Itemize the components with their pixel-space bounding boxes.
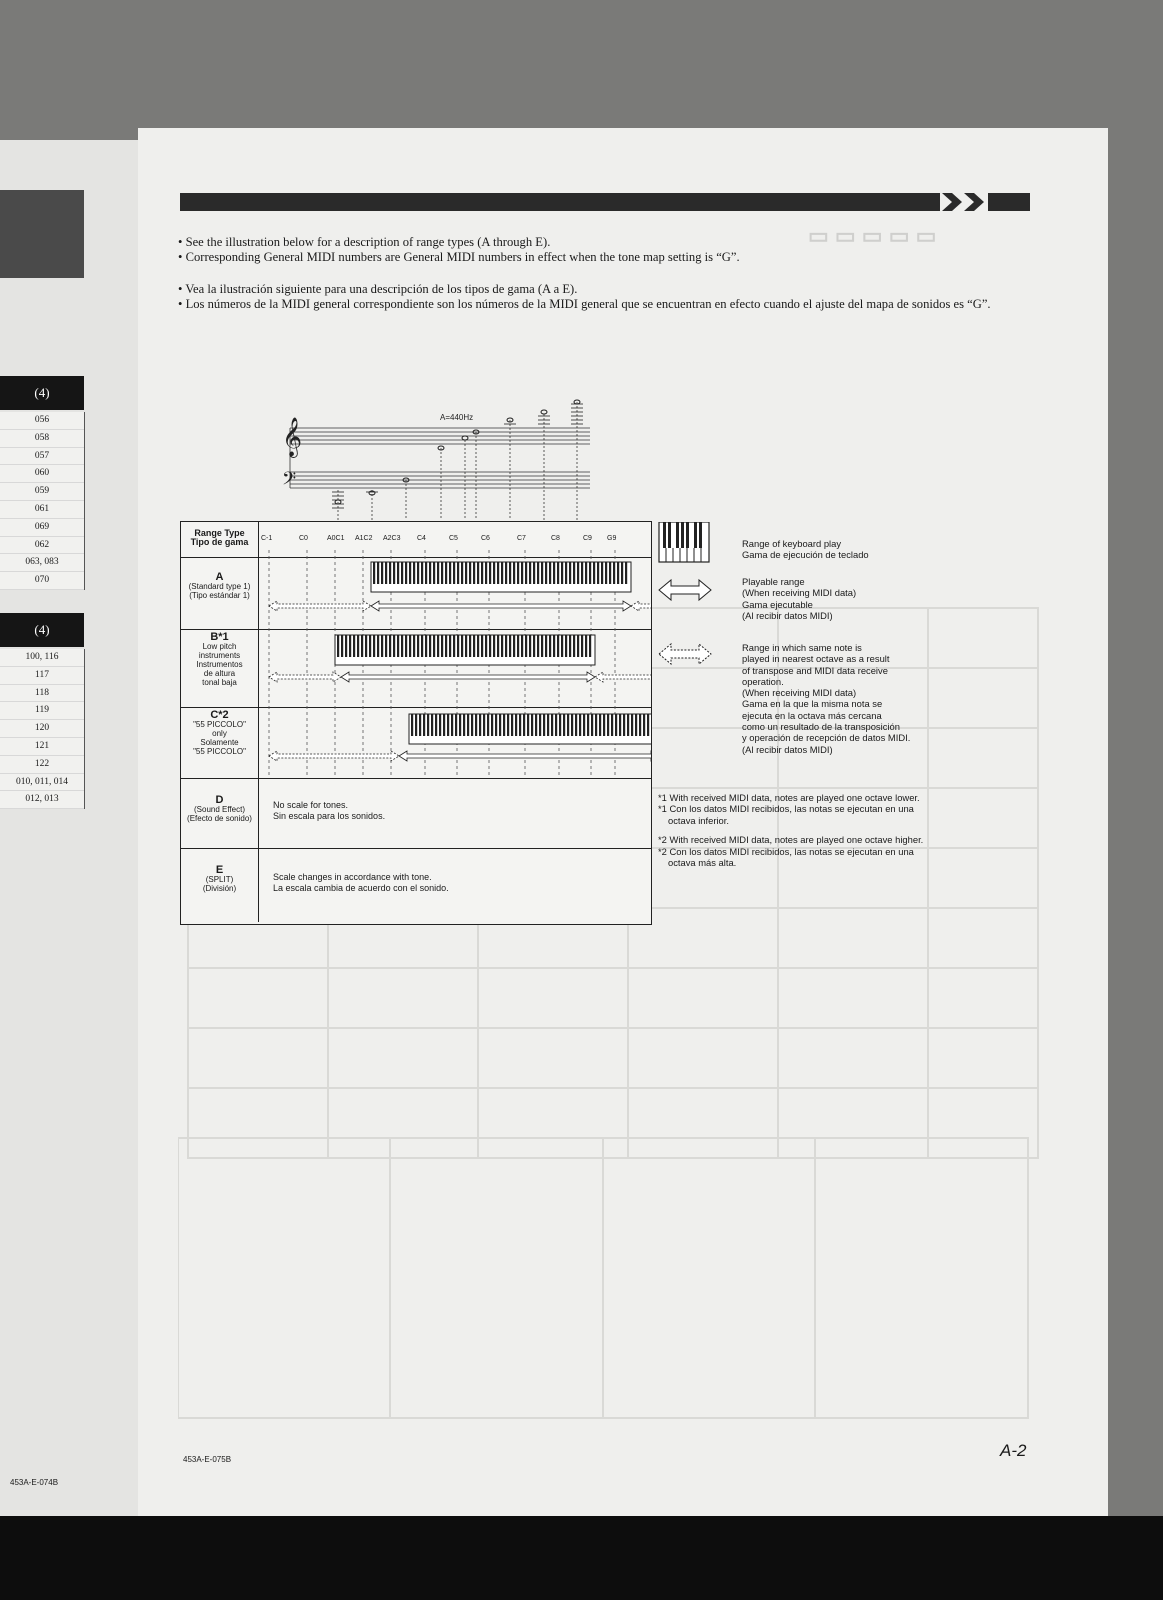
left-number-cell: 012, 013	[0, 791, 84, 809]
left-number-cell: 061	[0, 501, 84, 519]
range-e-note-es: La escala cambia de acuerdo con el sonido.	[273, 883, 449, 893]
range-type-header-es: Tipo de gama	[190, 537, 249, 547]
footnote-3	[658, 834, 928, 845]
music-staff-illustration	[280, 398, 600, 520]
legend-same-note-6: Gama en la que la misma nota se	[742, 698, 883, 710]
legend-same-note-2: played in nearest octave as a result	[742, 653, 890, 665]
left-number-cell: 010, 011, 014	[0, 774, 84, 792]
range-letter-a: A	[215, 571, 224, 583]
left-number-cell: 059	[0, 483, 84, 501]
left-number-column-2	[0, 649, 85, 809]
legend-keyboard-en: Range of keyboard play	[742, 538, 842, 549]
legend-same-note-1: Range in which same note is	[742, 642, 862, 653]
left-number-cell: 118	[0, 685, 84, 703]
left-number-column-1	[0, 412, 85, 590]
range-b-line-2: instruments	[198, 651, 241, 660]
range-row-d	[181, 778, 651, 849]
show-through-ghost: ▭ ▭ ▭ ▭ ▭	[808, 223, 937, 248]
footnote-3-text: With received MIDI data, notes are played one octave higher.	[669, 834, 924, 846]
legend-same-note-4: operation.	[742, 675, 784, 687]
octave-label: C4	[417, 535, 426, 542]
octave-label: C9	[583, 535, 592, 542]
keyboard-range-a	[371, 562, 631, 592]
range-letter-d: D	[215, 794, 224, 806]
left-number-cell: 056	[0, 412, 84, 430]
left-column-header-2: (4)	[0, 613, 84, 647]
range-letter-e: E	[215, 864, 224, 876]
range-b-line-3: Instrumentos	[196, 660, 243, 669]
range-b-line-1: Low pitch	[202, 642, 237, 651]
range-d-line-1: (Sound Effect)	[194, 805, 245, 814]
legend-same-note-9: y operación de recepción de datos MIDI.	[742, 732, 911, 744]
legend-same-note-10: (Al recibir datos MIDI)	[742, 743, 833, 755]
dotted-range-b-right	[595, 672, 651, 682]
range-d-note-en: No scale for tones.	[273, 800, 349, 810]
header-bar	[180, 193, 1030, 211]
legend-playable-3: Gama ejecutable	[742, 598, 813, 610]
range-letter-c: C*2	[210, 709, 229, 721]
dotted-range-a-left	[269, 601, 371, 611]
playable-range-b	[341, 672, 595, 682]
legend-symbols	[657, 522, 712, 667]
bullet-list-spanish	[178, 282, 1038, 312]
octave-label: C0	[299, 535, 308, 542]
legend-playable-2: (When receiving MIDI data)	[742, 587, 857, 599]
range-a-line-1: (Standard type 1)	[188, 582, 251, 591]
left-number-cell: 121	[0, 738, 84, 756]
left-number-cell: 117	[0, 667, 84, 685]
page-code: 453A-E-075B	[183, 1455, 232, 1464]
footnote-4-mark: *2	[658, 845, 667, 857]
range-c-line-1: "55 PICCOLO"	[193, 720, 246, 729]
range-type-header-en: Range Type	[194, 528, 245, 538]
octave-label: C8	[551, 535, 560, 542]
left-number-cell: 120	[0, 720, 84, 738]
octave-label: A2C3	[383, 535, 401, 542]
left-number-cell: 119	[0, 702, 84, 720]
legend-playable-4: (Al recibir datos MIDI)	[742, 609, 833, 621]
left-number-cell: 069	[0, 519, 84, 537]
range-c-line-2: only	[212, 729, 227, 738]
left-number-cell: 057	[0, 448, 84, 466]
left-page-dark-block	[0, 190, 84, 278]
octave-label: A0C1	[327, 535, 345, 542]
octave-label: C7	[517, 535, 526, 542]
left-number-cell: 070	[0, 572, 84, 590]
pitch-label: A=440Hz	[440, 413, 474, 422]
range-row-e	[181, 848, 651, 922]
range-b-line-5: tonal baja	[202, 678, 237, 687]
octave-label: A1C2	[355, 535, 373, 542]
footnote-4	[658, 846, 928, 869]
range-e-line-2: (División)	[202, 884, 237, 893]
footnotes	[658, 792, 928, 868]
playable-range-a	[371, 601, 631, 611]
range-d-line-2: (Efecto de sonido)	[187, 814, 252, 823]
footnote-1-text: With received MIDI data, notes are played one octave lower.	[669, 792, 920, 803]
footnote-2-mark: *1	[658, 803, 667, 815]
footnote-1-mark: *1	[658, 792, 667, 803]
range-letter-b: B*1	[210, 631, 229, 643]
dotted-range-c-left	[269, 751, 399, 761]
left-column-header-1: (4)	[0, 376, 84, 410]
footnote-1	[658, 792, 928, 803]
range-c-line-3: Solamente	[200, 738, 239, 747]
footnote-3-mark: *2	[658, 834, 667, 846]
left-page-code: 453A-E-074B	[10, 1478, 59, 1487]
bullet-es-2: • Los números de la MIDI general correspondiente son los números de la MIDI general que se encuentran en efecto cuando el ajuste del mapa de sonidos es “G”.	[178, 297, 1038, 312]
keyboard-range-b	[335, 635, 595, 665]
dotted-range-b-left	[269, 672, 341, 682]
footnote-2	[658, 803, 928, 826]
footnote-4-text: Con los datos MIDI recibidos, las notas se ejecutan en una octava más alta.	[668, 845, 914, 869]
bullet-es-1: • Vea la ilustración siguiente para una descripción de los tipos de gama (A a E).	[178, 282, 1038, 297]
double-arrow-solid-icon	[659, 580, 711, 600]
legend-playable-1: Playable range	[742, 576, 805, 587]
double-arrow-dotted-icon	[659, 644, 711, 664]
range-table-header	[181, 522, 259, 557]
left-number-cell: 058	[0, 430, 84, 448]
range-a-line-2: (Tipo estándar 1)	[189, 591, 250, 600]
legend-playable	[742, 576, 856, 621]
page-number: A-2	[1000, 1441, 1027, 1460]
left-number-cell: 063, 083	[0, 554, 84, 572]
legend-keyboard-es: Gama de ejecución de teclado	[742, 549, 869, 561]
bullet-list-english	[178, 235, 1038, 265]
left-number-cell: 060	[0, 465, 84, 483]
keyboard-range-c	[409, 714, 651, 744]
left-number-cell: 122	[0, 756, 84, 774]
footnote-2-text: Con los datos MIDI recibidos, las notas se ejecutan en una octava inferior.	[668, 803, 914, 826]
keyboard-symbol-icon	[659, 522, 709, 562]
bottom-background	[0, 1516, 1163, 1600]
left-number-cell: 100, 116	[0, 649, 84, 667]
legend-same-note-7: ejecuta en la octava más cercana	[742, 709, 882, 721]
range-b-line-4: de altura	[203, 669, 236, 678]
legend-same-note	[742, 642, 910, 755]
octave-label: C5	[449, 535, 458, 542]
bass-clef-icon: 𝄢	[282, 469, 297, 494]
range-e-line-1: (SPLIT)	[205, 875, 234, 884]
range-d-note-es: Sin escala para los sonidos.	[273, 811, 386, 821]
range-type-table	[180, 521, 652, 925]
left-number-cell: 062	[0, 537, 84, 555]
octave-label: C6	[481, 535, 490, 542]
range-diagram	[259, 522, 651, 778]
treble-clef-icon: 𝄞	[282, 417, 303, 457]
bullet-en-1: • See the illustration below for a description of range types (A through E).	[178, 235, 1038, 250]
legend-keyboard	[742, 538, 869, 561]
range-e-note-en: Scale changes in accordance with tone.	[273, 872, 432, 882]
legend-same-note-8: como un resultado de la transposición	[742, 721, 900, 733]
dotted-range-a-right	[631, 601, 651, 611]
range-c-line-4: "55 PICCOLO"	[193, 747, 246, 756]
octave-label: C-1	[261, 535, 273, 542]
octave-label: G9	[607, 535, 617, 542]
legend-same-note-3: of transpose and MIDI data receive	[742, 664, 888, 676]
legend-same-note-5: (When receiving MIDI data)	[742, 687, 857, 699]
bullet-en-2: • Corresponding General MIDI numbers are General MIDI numbers in effect when the tone map setting is “G”.	[178, 250, 1038, 265]
playable-range-c	[399, 751, 651, 761]
left-page	[0, 140, 138, 1520]
